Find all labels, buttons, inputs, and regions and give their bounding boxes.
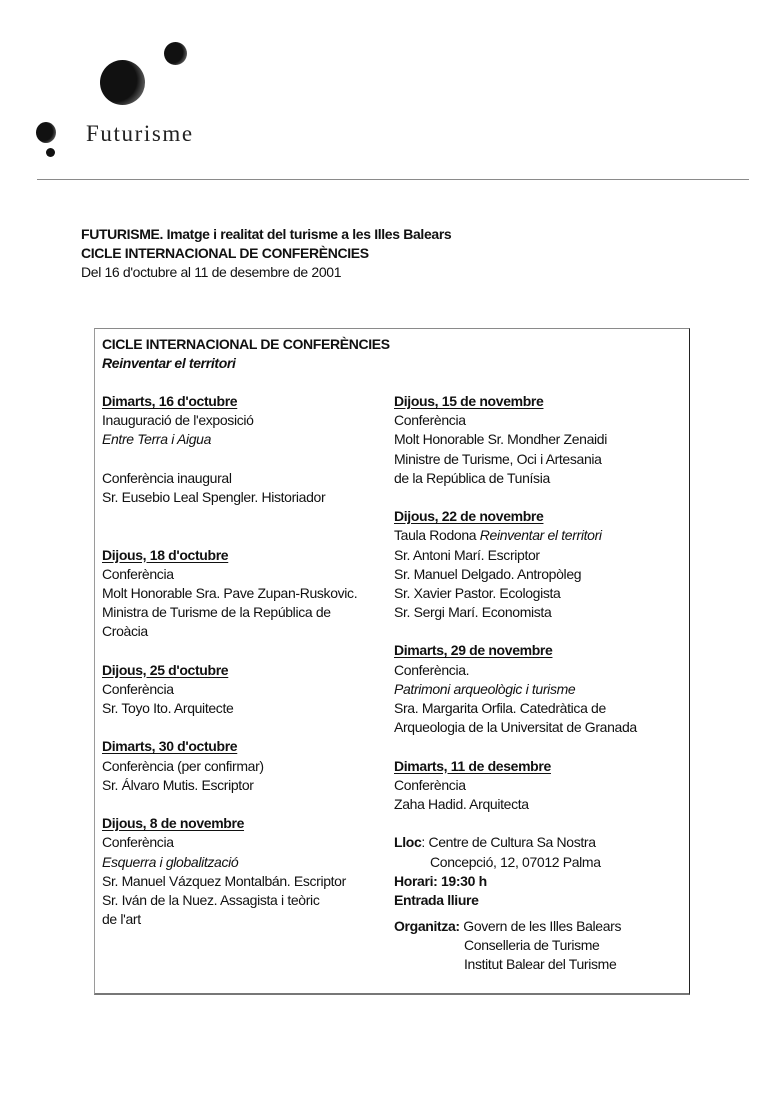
entry-info: Entrada lliure [394, 891, 479, 908]
event-line: Sr. Manuel Delgado. Antropòleg [394, 565, 582, 582]
program-subtitle: Reinventar el territori [102, 355, 236, 372]
brand-name: Futurisme [86, 121, 194, 146]
event-line: Sr. Xavier Pastor. Ecologista [394, 584, 561, 601]
venue-address: Concepció, 12, 07012 Palma [430, 853, 601, 870]
event-line: Sr. Manuel Vázquez Montalbán. Escriptor [102, 872, 346, 889]
event-line: Sr. Toyo Ito. Arquitecte [102, 700, 234, 716]
organizer: Govern de les Illes Balears [463, 918, 622, 935]
event-line: Ministra de Turisme de la República de [102, 604, 331, 621]
event-line: Sr. Iván de la Nuez. Assagista i teòric [102, 891, 320, 908]
event-line: Ministre de Turisme, Oci i Artesania [394, 450, 602, 467]
venue-label: Lloc [394, 834, 422, 851]
event-line: Conferència. [394, 661, 470, 678]
event-line: Sr. Antoni Marí. Escriptor [394, 546, 540, 563]
event-line: Sra. Margarita Orfila. Catedràtica de [394, 700, 606, 716]
event-date: Dijous, 8 de novembre [102, 815, 245, 832]
event-line: Sr. Sergi Marí. Economista [394, 604, 552, 621]
event-date: Dijous, 22 de novembre [394, 508, 544, 525]
event-line: Sr. Álvaro Mutis. Escriptor [102, 776, 254, 793]
event-line: Conferència inaugural [102, 469, 232, 486]
event-date: Dimarts, 30 d'octubre [102, 738, 238, 755]
document-title: FUTURISME. Imatge i realitat del turisme a les Illes Balears [81, 226, 452, 242]
event-line: Arqueologia de la Universitat de Granada [394, 719, 637, 736]
event-line: Patrimoni arqueològic i turisme [394, 680, 576, 697]
event-line: Conferència [102, 565, 174, 582]
left-column [102, 392, 357, 929]
program-heading [102, 335, 390, 373]
event-date: Dimarts, 29 de novembre [394, 642, 553, 659]
event-line: Conferència (per confirmar) [102, 757, 264, 774]
organizer-label: Organitza: [394, 918, 460, 935]
event-date: Dijous, 15 de novembre [394, 393, 544, 409]
event-line: Conferència [102, 680, 174, 697]
event-line: Entre Terra i Aigua [102, 431, 212, 448]
event-date: Dijous, 25 d'octubre [102, 661, 229, 678]
organizer: Conselleria de Turisme [464, 937, 600, 954]
organizer: Institut Balear del Turisme [464, 956, 617, 973]
event-line: de la República de Tunísia [394, 469, 550, 486]
event-line: Conferència [394, 412, 466, 429]
document-dates: Del 16 d'octubre al 11 de desembre de 2001 [81, 264, 342, 280]
event-line: Croàcia [102, 623, 148, 640]
event-date: Dimarts, 11 de desembre [394, 757, 551, 774]
event-line: de l'art [102, 911, 141, 928]
venue-line [394, 833, 637, 852]
large-planet-icon [100, 60, 145, 105]
program-title: CICLE INTERNACIONAL DE CONFERÈNCIES [102, 336, 390, 352]
venue-name: : Centre de Cultura Sa Nostra [421, 834, 596, 851]
event-topic: Reinventar el territori [479, 527, 602, 544]
schedule: Horari: 19:30 h [394, 872, 487, 889]
side-planet-icon [36, 122, 56, 143]
document-subtitle: CICLE INTERNACIONAL DE CONFERÈNCIES [81, 245, 369, 261]
small-planet-icon [164, 42, 187, 65]
event-line: Conferència [394, 776, 466, 793]
event-line: Molt Honorable Sr. Mondher Zenaidi [394, 431, 607, 448]
event-line: Sr. Eusebio Leal Spengler. Historiador [102, 488, 326, 505]
event-line: Esquerra i globalització [102, 853, 239, 870]
header-divider [37, 179, 749, 180]
tiny-planet-icon [46, 148, 55, 157]
event-line [394, 526, 637, 545]
event-line: Inauguració de l'exposició [102, 412, 254, 429]
right-column [394, 392, 637, 975]
event-line: Zaha Hadid. Arquitecta [394, 795, 529, 812]
event-format: Taula Rodona [394, 527, 480, 544]
event-line: Molt Honorable Sra. Pave Zupan-Ruskovic. [102, 584, 358, 601]
event-date: Dimarts, 16 d'octubre [102, 393, 238, 409]
event-line: Conferència [102, 834, 174, 851]
organizer-line [394, 917, 637, 936]
event-date: Dijous, 18 d'octubre [102, 546, 229, 563]
